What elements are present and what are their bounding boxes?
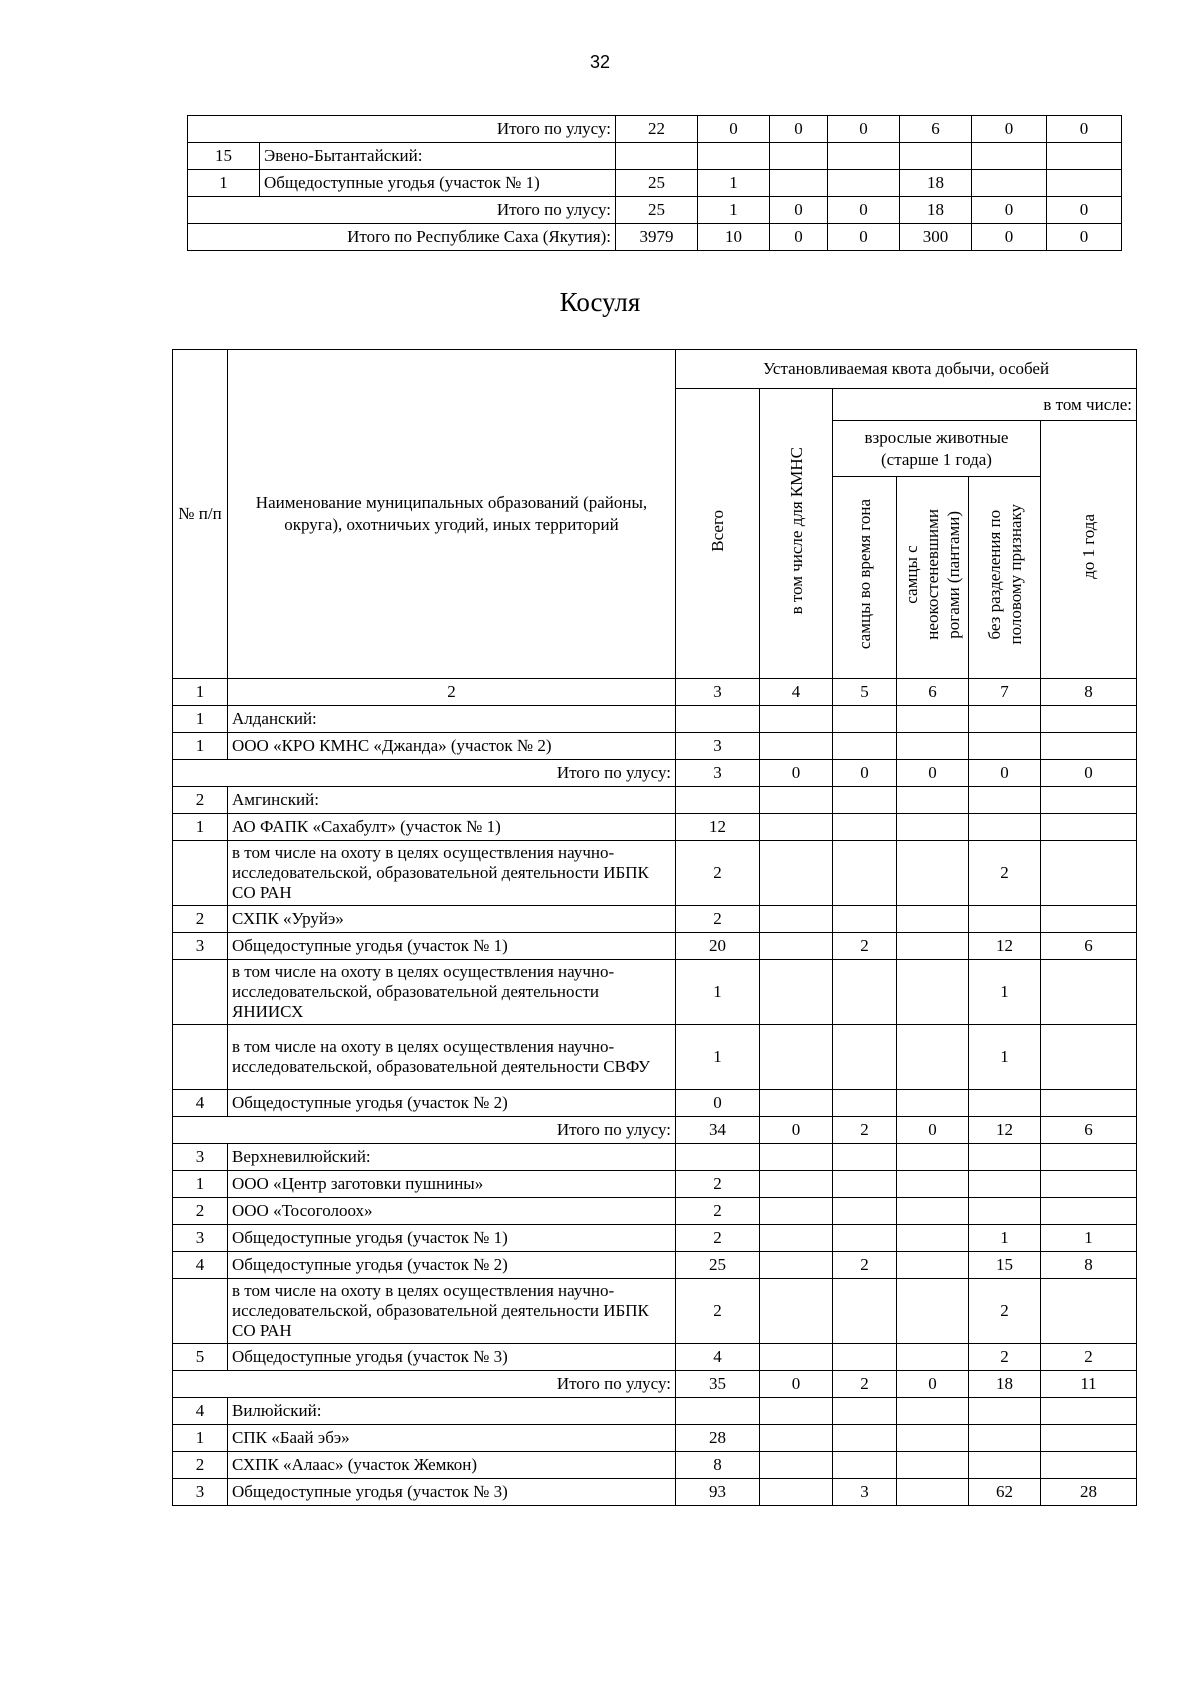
quota-value <box>828 143 900 170</box>
quota-value: 12 <box>969 933 1041 960</box>
header-quota: Установливаемая квота добычи, особей <box>676 350 1137 389</box>
quota-value: 25 <box>616 197 698 224</box>
table-row <box>173 1198 1137 1225</box>
table-row <box>173 1252 1137 1279</box>
quota-value <box>760 1425 833 1452</box>
table-row <box>173 1279 1137 1344</box>
quota-value <box>969 1425 1041 1452</box>
quota-value <box>897 1144 969 1171</box>
quota-value: 0 <box>1047 224 1122 251</box>
quota-value <box>969 1398 1041 1425</box>
col-num: 2 <box>228 679 676 706</box>
quota-value <box>897 906 969 933</box>
table-row <box>173 1344 1137 1371</box>
quota-value <box>897 1171 969 1198</box>
quota-value: 62 <box>969 1479 1041 1506</box>
row-name: ООО «Центр заготовки пушнины» <box>228 1171 676 1198</box>
quota-value: 2 <box>969 1279 1041 1344</box>
quota-value <box>1041 1090 1137 1117</box>
quota-value <box>828 170 900 197</box>
quota-value <box>969 1144 1041 1171</box>
header-name: Наименование муниципальных образований (районы, округа), охотничьих угодий, иных территорий <box>228 350 676 679</box>
row-number: 4 <box>173 1090 228 1117</box>
quota-value <box>1041 787 1137 814</box>
quota-value: 2 <box>969 1344 1041 1371</box>
col-num: 5 <box>833 679 897 706</box>
row-number: 1 <box>173 1171 228 1198</box>
quota-value <box>760 1225 833 1252</box>
quota-value <box>833 1090 897 1117</box>
quota-value: 3 <box>833 1479 897 1506</box>
section-title: Косуля <box>559 287 641 317</box>
quota-value <box>969 814 1041 841</box>
quota-value <box>833 1025 897 1090</box>
quota-value: 2 <box>676 1171 760 1198</box>
row-number: 2 <box>173 906 228 933</box>
table-row <box>173 733 1137 760</box>
quota-value: 1 <box>698 170 770 197</box>
quota-value <box>897 733 969 760</box>
col-num: 4 <box>760 679 833 706</box>
row-number: 3 <box>173 1479 228 1506</box>
col-num: 6 <box>897 679 969 706</box>
quota-value: 1 <box>969 1225 1041 1252</box>
quota-value: 0 <box>1047 116 1122 143</box>
table-row <box>173 1171 1137 1198</box>
total-row <box>188 224 1122 251</box>
table-row <box>188 170 1122 197</box>
quota-value: 3 <box>676 760 760 787</box>
row-name: Вилюйский: <box>228 1398 676 1425</box>
quota-value <box>1041 906 1137 933</box>
quota-value: 0 <box>969 760 1041 787</box>
quota-value: 3 <box>676 733 760 760</box>
quota-value <box>969 1090 1041 1117</box>
quota-value: 2 <box>833 933 897 960</box>
quota-value <box>760 960 833 1025</box>
quota-value <box>760 814 833 841</box>
quota-value <box>1041 1144 1137 1171</box>
quota-value: 2 <box>676 1225 760 1252</box>
quota-value <box>833 960 897 1025</box>
row-name: Общедоступные угодья (участок № 2) <box>228 1090 676 1117</box>
quota-value <box>760 733 833 760</box>
table-row <box>173 814 1137 841</box>
quota-value: 0 <box>1047 197 1122 224</box>
quota-value: 1 <box>1041 1225 1137 1252</box>
quota-value: 0 <box>972 197 1047 224</box>
quota-value <box>1041 960 1137 1025</box>
row-number: 4 <box>173 1252 228 1279</box>
row-name: Общедоступные угодья (участок № 1) <box>228 933 676 960</box>
quota-value <box>833 787 897 814</box>
row-name: в том числе на охоту в целях осуществления научно-исследовательской, образовательной деятельности ЯНИИСХ <box>228 960 676 1025</box>
top-quota-table <box>187 115 1122 251</box>
row-name: Верхневилюйский: <box>228 1144 676 1171</box>
quota-value: 2 <box>1041 1344 1137 1371</box>
quota-value <box>833 814 897 841</box>
table-row <box>173 960 1137 1025</box>
quota-value: 6 <box>900 116 972 143</box>
quota-value: 0 <box>770 224 828 251</box>
row-number <box>173 1279 228 1344</box>
region-row <box>188 143 1122 170</box>
col-num: 8 <box>1041 679 1137 706</box>
quota-value <box>770 170 828 197</box>
quota-value <box>833 906 897 933</box>
quota-value: 6 <box>1041 933 1137 960</box>
quota-value <box>969 706 1041 733</box>
quota-value <box>897 1025 969 1090</box>
quota-value <box>897 814 969 841</box>
quota-value: 25 <box>676 1252 760 1279</box>
quota-value: 0 <box>828 197 900 224</box>
quota-value <box>676 1398 760 1425</box>
quota-value: 2 <box>676 906 760 933</box>
quota-value: 25 <box>616 170 698 197</box>
quota-value <box>760 1479 833 1506</box>
row-number: 2 <box>173 1452 228 1479</box>
quota-value <box>833 1344 897 1371</box>
quota-value: 28 <box>1041 1479 1137 1506</box>
row-number: 2 <box>173 1198 228 1225</box>
quota-value <box>969 1198 1041 1225</box>
row-name: Алданский: <box>228 706 676 733</box>
quota-value <box>760 1452 833 1479</box>
quota-value <box>1041 1398 1137 1425</box>
col-num: 7 <box>969 679 1041 706</box>
quota-value <box>969 787 1041 814</box>
quota-value <box>897 1090 969 1117</box>
quota-value <box>760 1090 833 1117</box>
table-row <box>173 1452 1137 1479</box>
quota-value <box>1041 814 1137 841</box>
column-number-row <box>173 679 1137 706</box>
quota-value <box>897 1398 969 1425</box>
quota-value <box>897 933 969 960</box>
quota-value <box>897 1479 969 1506</box>
table-row <box>173 906 1137 933</box>
row-number: 1 <box>173 1425 228 1452</box>
quota-value <box>1047 170 1122 197</box>
quota-value: 0 <box>828 224 900 251</box>
quota-value <box>900 143 972 170</box>
quota-value <box>897 1225 969 1252</box>
quota-value: 15 <box>969 1252 1041 1279</box>
row-name: в том числе на охоту в целях осуществления научно-исследовательской, образовательной деятельности ИБПК СО РАН <box>228 1279 676 1344</box>
quota-value <box>833 1398 897 1425</box>
quota-value <box>833 733 897 760</box>
region-row <box>173 787 1137 814</box>
header-under-1: до 1 года <box>1041 421 1137 679</box>
quota-value <box>833 706 897 733</box>
quota-value <box>760 933 833 960</box>
quota-value: 0 <box>828 116 900 143</box>
quota-value <box>760 1025 833 1090</box>
table-row <box>173 1025 1137 1090</box>
quota-value: 2 <box>833 1252 897 1279</box>
quota-value: 35 <box>676 1371 760 1398</box>
row-number: 5 <box>173 1344 228 1371</box>
header-kmns: в том числе для КМНС <box>760 389 833 679</box>
quota-value <box>897 787 969 814</box>
table-row <box>173 933 1137 960</box>
col-num: 1 <box>173 679 228 706</box>
quota-value <box>897 1198 969 1225</box>
quota-value: 0 <box>698 116 770 143</box>
quota-value <box>1041 1025 1137 1090</box>
quota-value: 0 <box>972 116 1047 143</box>
quota-value <box>833 1198 897 1225</box>
quota-value <box>760 1252 833 1279</box>
quota-value <box>833 1144 897 1171</box>
quota-value <box>897 841 969 906</box>
row-name: Общедоступные угодья (участок № 3) <box>228 1344 676 1371</box>
quota-value <box>760 1171 833 1198</box>
quota-value: 300 <box>900 224 972 251</box>
quota-value: 12 <box>676 814 760 841</box>
quota-value <box>616 143 698 170</box>
region-row <box>173 1144 1137 1171</box>
quota-value <box>1041 1425 1137 1452</box>
row-number: 1 <box>188 170 260 197</box>
quota-value <box>897 1279 969 1344</box>
total-label: Итого по Республике Саха (Якутия): <box>188 224 616 251</box>
quota-value <box>833 1452 897 1479</box>
row-name: в том числе на охоту в целях осуществления научно-исследовательской, образовательной деятельности СВФУ <box>228 1025 676 1090</box>
quota-value <box>1041 1171 1137 1198</box>
quota-value: 2 <box>833 1117 897 1144</box>
quota-value: 2 <box>676 841 760 906</box>
quota-value <box>760 1344 833 1371</box>
quota-value <box>1041 841 1137 906</box>
quota-value: 4 <box>676 1344 760 1371</box>
row-name: ООО «Тосоголоох» <box>228 1198 676 1225</box>
quota-value <box>833 841 897 906</box>
region-row <box>173 706 1137 733</box>
quota-value: 1 <box>969 960 1041 1025</box>
quota-value <box>760 1144 833 1171</box>
quota-value: 8 <box>676 1452 760 1479</box>
header-males-rut: самцы во время гона <box>833 477 897 679</box>
quota-value: 18 <box>900 197 972 224</box>
quota-value: 8 <box>1041 1252 1137 1279</box>
quota-value <box>770 143 828 170</box>
quota-value <box>1047 143 1122 170</box>
quota-value: 2 <box>676 1279 760 1344</box>
quota-value <box>833 1225 897 1252</box>
total-label: Итого по улусу: <box>173 1371 676 1398</box>
quota-value: 18 <box>900 170 972 197</box>
quota-value: 0 <box>972 224 1047 251</box>
quota-value: 12 <box>969 1117 1041 1144</box>
quota-value: 0 <box>770 116 828 143</box>
quota-value <box>760 787 833 814</box>
row-number: 1 <box>173 706 228 733</box>
quota-value <box>897 706 969 733</box>
page-number: 32 <box>589 52 611 72</box>
row-number: 1 <box>173 733 228 760</box>
quota-value <box>760 1279 833 1344</box>
region-row <box>173 1398 1137 1425</box>
row-number <box>173 960 228 1025</box>
quota-value <box>676 706 760 733</box>
quota-value: 0 <box>897 1371 969 1398</box>
total-row <box>188 197 1122 224</box>
quota-value <box>1041 1279 1137 1344</box>
header-males-horns: самцы с неокостеневшими рогами (пантами) <box>897 477 969 679</box>
row-name: СХПК «Алаас» (участок Жемкон) <box>228 1452 676 1479</box>
roe-deer-quota-table <box>172 349 1137 1506</box>
quota-value <box>760 1398 833 1425</box>
quota-value: 1 <box>676 1025 760 1090</box>
quota-value <box>1041 733 1137 760</box>
quota-value <box>897 1452 969 1479</box>
quota-value <box>760 841 833 906</box>
row-name: СПК «Баай эбэ» <box>228 1425 676 1452</box>
table-row <box>173 1479 1137 1506</box>
quota-value <box>969 906 1041 933</box>
total-label: Итого по улусу: <box>173 760 676 787</box>
quota-value: 6 <box>1041 1117 1137 1144</box>
header-adults: взрослые животные (старше 1 года) <box>833 421 1041 477</box>
quota-value: 22 <box>616 116 698 143</box>
quota-value: 0 <box>770 197 828 224</box>
row-name: Общедоступные угодья (участок № 1) <box>260 170 616 197</box>
quota-value: 20 <box>676 933 760 960</box>
row-number: 1 <box>173 814 228 841</box>
total-row <box>173 1117 1137 1144</box>
quota-value <box>833 1425 897 1452</box>
quota-value: 2 <box>833 1371 897 1398</box>
row-name: Амгинский: <box>228 787 676 814</box>
quota-value: 0 <box>833 760 897 787</box>
quota-value: 34 <box>676 1117 760 1144</box>
row-name: Эвено-Бытантайский: <box>260 143 616 170</box>
quota-value: 0 <box>897 760 969 787</box>
row-number <box>173 841 228 906</box>
quota-value <box>760 706 833 733</box>
quota-value: 0 <box>760 760 833 787</box>
quota-value <box>760 906 833 933</box>
quota-value <box>833 1171 897 1198</box>
row-name: АО ФАПК «Сахабулт» (участок № 1) <box>228 814 676 841</box>
row-number: 4 <box>173 1398 228 1425</box>
header-num: № п/п <box>173 350 228 679</box>
total-row <box>188 116 1122 143</box>
quota-value <box>969 1171 1041 1198</box>
quota-value: 0 <box>760 1117 833 1144</box>
quota-value: 1 <box>698 197 770 224</box>
row-number: 3 <box>173 1144 228 1171</box>
quota-value <box>972 143 1047 170</box>
row-name: Общедоступные угодья (участок № 2) <box>228 1252 676 1279</box>
quota-value <box>1041 706 1137 733</box>
quota-value: 10 <box>698 224 770 251</box>
col-num: 3 <box>676 679 760 706</box>
quota-value <box>897 1344 969 1371</box>
quota-value: 28 <box>676 1425 760 1452</box>
quota-value: 0 <box>1041 760 1137 787</box>
row-name: ООО «КРО КМНС «Джанда» (участок № 2) <box>228 733 676 760</box>
quota-value <box>676 1144 760 1171</box>
row-name: Общедоступные угодья (участок № 3) <box>228 1479 676 1506</box>
quota-value <box>969 1452 1041 1479</box>
row-number: 2 <box>173 787 228 814</box>
quota-value <box>676 787 760 814</box>
quota-value <box>1041 1198 1137 1225</box>
header-no-sex: без разделения по половому признаку <box>969 477 1041 679</box>
table-row <box>173 841 1137 906</box>
quota-value <box>897 960 969 1025</box>
total-label: Итого по улусу: <box>188 197 616 224</box>
table-row <box>173 1225 1137 1252</box>
quota-value: 3979 <box>616 224 698 251</box>
quota-value <box>760 1198 833 1225</box>
quota-value <box>833 1279 897 1344</box>
table-row <box>173 1425 1137 1452</box>
quota-value: 93 <box>676 1479 760 1506</box>
row-name: Общедоступные угодья (участок № 1) <box>228 1225 676 1252</box>
quota-value: 1 <box>676 960 760 1025</box>
quota-value <box>698 143 770 170</box>
row-number: 3 <box>173 1225 228 1252</box>
header-including: в том числе: <box>833 389 1137 421</box>
total-row <box>173 760 1137 787</box>
total-label: Итого по улусу: <box>173 1117 676 1144</box>
quota-value: 0 <box>760 1371 833 1398</box>
quota-value: 11 <box>1041 1371 1137 1398</box>
quota-value <box>1041 1452 1137 1479</box>
quota-value: 0 <box>897 1117 969 1144</box>
row-number: 3 <box>173 933 228 960</box>
quota-value <box>972 170 1047 197</box>
row-number <box>173 1025 228 1090</box>
quota-value: 18 <box>969 1371 1041 1398</box>
quota-value: 2 <box>969 841 1041 906</box>
quota-value: 1 <box>969 1025 1041 1090</box>
header-total: Всего <box>676 389 760 679</box>
quota-value: 0 <box>676 1090 760 1117</box>
total-label: Итого по улусу: <box>188 116 616 143</box>
total-row <box>173 1371 1137 1398</box>
row-name: СХПК «Уруйэ» <box>228 906 676 933</box>
row-number: 15 <box>188 143 260 170</box>
table-row <box>173 1090 1137 1117</box>
quota-value <box>969 733 1041 760</box>
row-name: в том числе на охоту в целях осуществления научно-исследовательской, образовательной деятельности ИБПК СО РАН <box>228 841 676 906</box>
quota-value: 2 <box>676 1198 760 1225</box>
quota-value <box>897 1252 969 1279</box>
quota-value <box>897 1425 969 1452</box>
